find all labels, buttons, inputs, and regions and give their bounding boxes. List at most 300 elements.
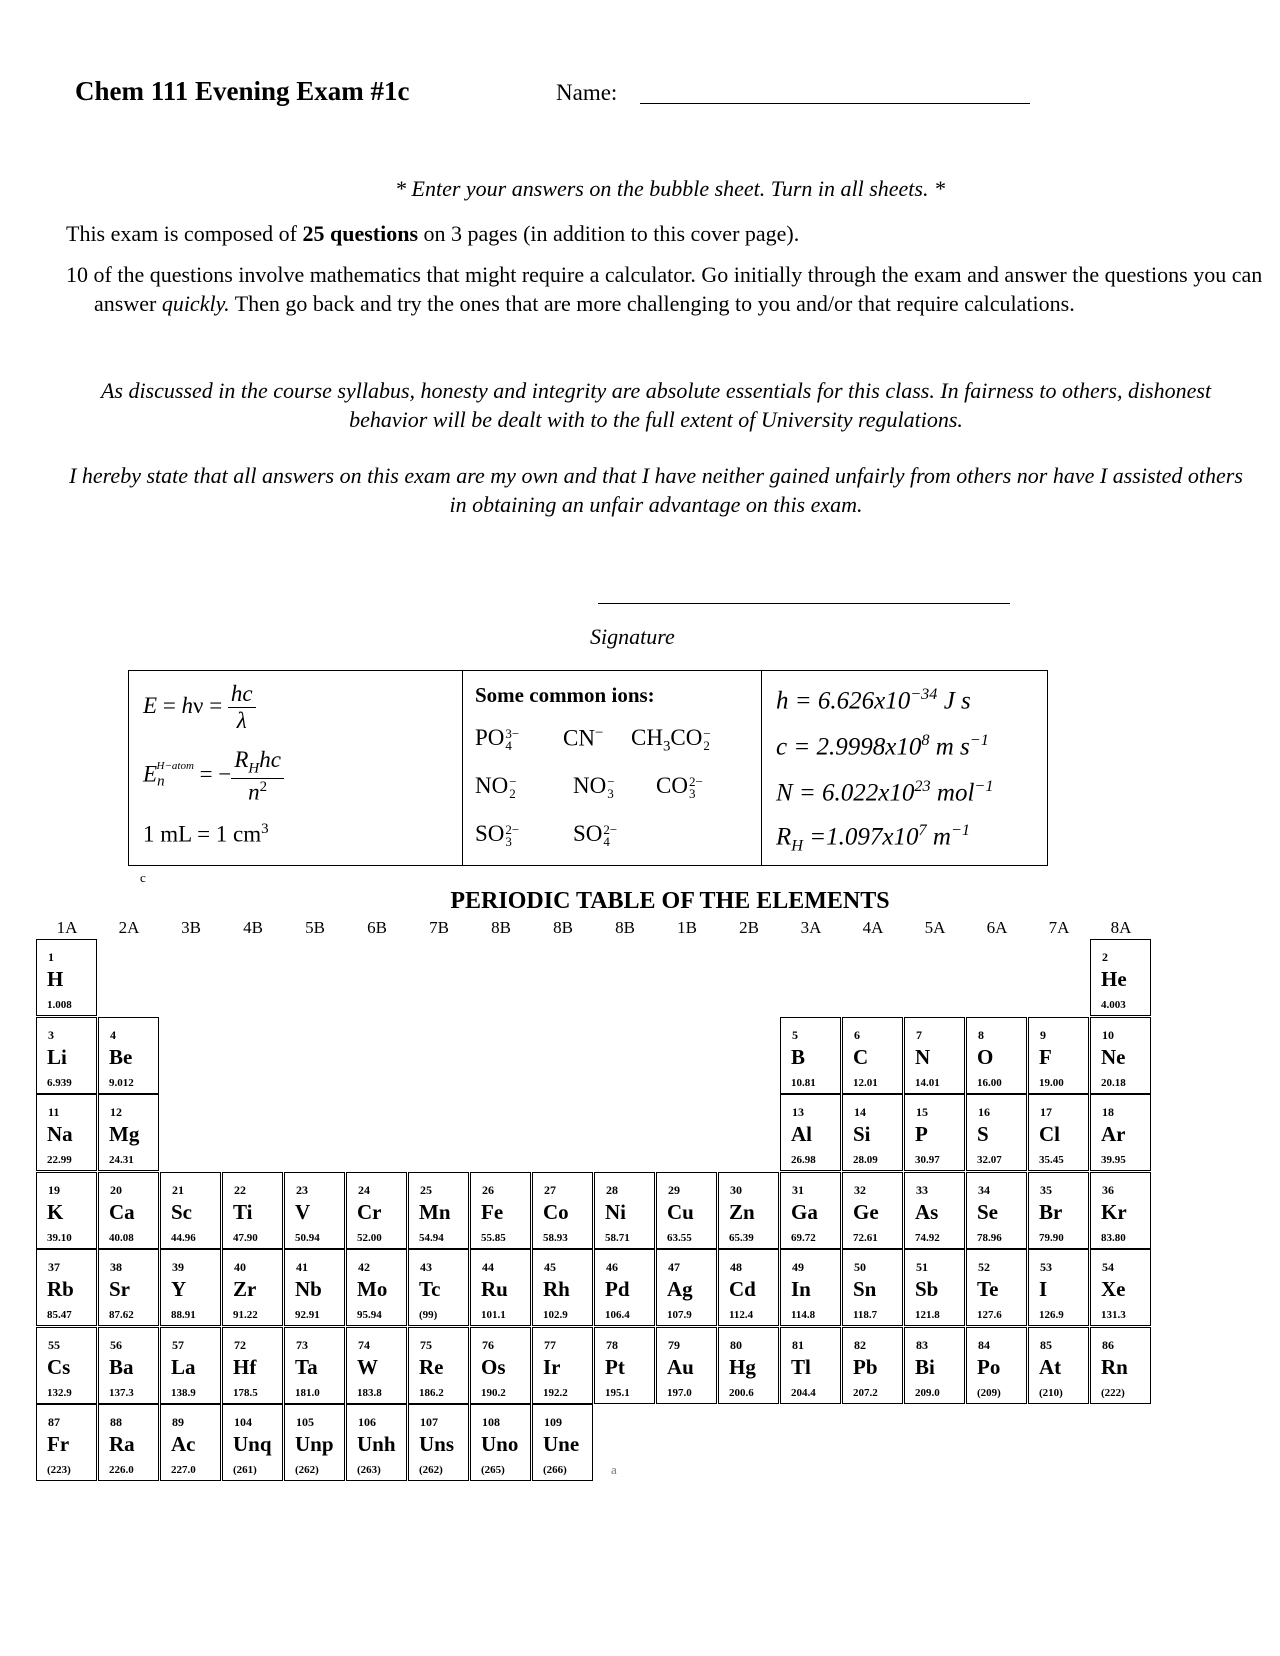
signature-line (598, 603, 1010, 604)
element-symbol: Re (419, 1354, 444, 1379)
element-symbol: Xe (1101, 1277, 1126, 1301)
atomic-number: 77 (544, 1337, 556, 1352)
element-cell (284, 1404, 345, 1481)
atomic-number: 50 (854, 1260, 866, 1274)
group-label: 5A (924, 918, 946, 937)
atomic-mass: 91.22 (233, 1309, 258, 1321)
name-blank-line (640, 103, 1030, 104)
element-cell (718, 1327, 779, 1404)
element-cell (1028, 1172, 1089, 1249)
element-cell (842, 1094, 903, 1171)
element-cell (346, 1172, 407, 1249)
atomic-number: 5 (792, 1027, 798, 1042)
atomic-mass: 192.2 (543, 1386, 568, 1399)
speed-of-light: $c = 2.9998x10^8$ m $s^{-1}$ (776, 731, 989, 761)
composition-paragraph: This exam is composed of 25 questions on 3 pages (in addition to this cover page). (66, 221, 800, 246)
atomic-number: 14 (854, 1105, 866, 1119)
volume-equivalence: 1 mL = 1 $cm^3$ (143, 821, 269, 847)
sulfite-ion: SO 2− 3 (475, 821, 520, 849)
element-symbol: Une (543, 1432, 580, 1456)
atomic-number: 45 (544, 1260, 556, 1274)
atomic-mass: 78.96 (977, 1231, 1002, 1244)
element-cell (904, 1249, 965, 1326)
atomic-number: 31 (792, 1182, 804, 1197)
atomic-number: 43 (420, 1260, 432, 1274)
element-symbol: Sn (853, 1277, 877, 1301)
element-symbol: Cl (1039, 1122, 1060, 1146)
element-symbol: Rh (543, 1277, 570, 1301)
atomic-mass: 106.4 (605, 1309, 630, 1321)
element-symbol: Uns (419, 1432, 455, 1456)
atomic-mass: 127.6 (977, 1309, 1002, 1321)
atomic-number: 23 (296, 1182, 308, 1197)
group-label: 1B (677, 918, 697, 937)
element-cell (36, 939, 97, 1016)
element-cell (346, 1404, 407, 1481)
element-symbol: Al (791, 1122, 812, 1146)
atomic-mass: 39.95 (1101, 1154, 1126, 1166)
element-cell (718, 1249, 779, 1326)
element-symbol: Nb (295, 1277, 322, 1301)
atomic-mass: 183.8 (357, 1386, 382, 1399)
element-cell (656, 1172, 717, 1249)
ions-heading: Some common ions: (475, 683, 655, 707)
group-label: 4B (243, 918, 263, 937)
element-cell (904, 1017, 965, 1094)
element-cell (842, 1327, 903, 1404)
element-symbol: Rb (47, 1277, 74, 1301)
atomic-mass: 114.8 (791, 1309, 816, 1321)
atomic-number: 72 (234, 1337, 246, 1352)
atomic-mass: 101.1 (481, 1309, 506, 1321)
atomic-mass: 200.6 (729, 1386, 754, 1399)
group-label: 6B (367, 918, 387, 937)
element-symbol: Co (543, 1199, 569, 1224)
atomic-mass: (99) (419, 1309, 438, 1321)
atomic-mass: 107.9 (667, 1309, 692, 1321)
a-mark: a (611, 1462, 617, 1477)
atomic-mass: 22.99 (47, 1154, 72, 1166)
atomic-number: 15 (916, 1105, 928, 1119)
element-symbol: Po (977, 1354, 1001, 1379)
element-cell (98, 1017, 159, 1094)
atomic-number: 13 (792, 1105, 804, 1119)
element-cell (1028, 1249, 1089, 1326)
element-symbol: Cr (357, 1199, 382, 1224)
atomic-mass: (261) (233, 1464, 257, 1476)
element-cell (160, 1327, 221, 1404)
atomic-number: 11 (48, 1105, 60, 1119)
atomic-number: 54 (1102, 1260, 1114, 1274)
atomic-number: 46 (606, 1260, 618, 1274)
element-symbol: Cu (667, 1199, 694, 1224)
atomic-mass: 52.00 (357, 1231, 382, 1244)
element-cell (98, 1327, 159, 1404)
element-symbol: H (47, 967, 64, 991)
element-cell (780, 1249, 841, 1326)
atomic-number: 41 (296, 1260, 308, 1274)
atomic-number: 10 (1102, 1027, 1114, 1042)
atomic-mass: 19.00 (1039, 1076, 1064, 1089)
element-cell (98, 1172, 159, 1249)
atomic-mass: (263) (357, 1464, 381, 1476)
cyanide-ion: CN− (563, 725, 604, 751)
rydberg-constant: $R_H =1.097x10^7$ $m^{-1}$ (776, 821, 971, 855)
group-label: 3B (181, 918, 201, 937)
element-cell (284, 1172, 345, 1249)
atomic-number: 12 (110, 1105, 122, 1119)
atomic-mass: 30.97 (915, 1154, 940, 1166)
element-cell (1090, 1094, 1151, 1171)
atomic-mass: 207.2 (853, 1386, 878, 1399)
exam-title: Chem 111 Evening Exam #1c (75, 76, 410, 106)
element-symbol: Mn (419, 1199, 451, 1224)
element-symbol: Rn (1101, 1354, 1128, 1379)
atomic-mass: 204.4 (791, 1386, 816, 1399)
element-symbol: Uno (481, 1432, 519, 1456)
atomic-number: 81 (792, 1337, 804, 1352)
element-symbol: Ni (605, 1199, 626, 1224)
element-symbol: Cd (729, 1277, 756, 1301)
atomic-mass: 44.96 (171, 1231, 196, 1244)
atomic-number: 104 (234, 1415, 252, 1429)
element-symbol: Br (1039, 1199, 1063, 1224)
element-symbol: In (791, 1277, 811, 1301)
element-symbol: As (915, 1199, 939, 1224)
element-cell (284, 1327, 345, 1404)
element-cell (222, 1249, 283, 1326)
atomic-mass: 178.5 (233, 1386, 258, 1399)
atomic-mass: (262) (295, 1464, 319, 1476)
group-label: 3A (800, 918, 822, 937)
atomic-mass: 32.07 (977, 1154, 1002, 1166)
atomic-mass: 138.9 (171, 1386, 196, 1399)
atomic-mass: 14.01 (915, 1076, 940, 1089)
element-cell (780, 1327, 841, 1404)
element-symbol: Ru (481, 1277, 508, 1301)
avogadro-number: $N = 6.022x10^{23}$ mol$^{-1}$ (776, 777, 994, 807)
element-symbol: Tl (791, 1354, 811, 1379)
element-symbol: B (791, 1044, 806, 1069)
element-symbol: W (357, 1354, 378, 1379)
atomic-mass: 95.94 (357, 1309, 382, 1321)
element-cell (594, 1249, 655, 1326)
atomic-mass: 58.71 (605, 1231, 630, 1244)
periodic-table-title: PERIODIC TABLE OF THE ELEMENTS (450, 888, 890, 914)
element-symbol: Pd (605, 1277, 630, 1301)
element-cell (160, 1172, 221, 1249)
group-label: 8B (491, 918, 511, 937)
atomic-number: 30 (730, 1182, 742, 1197)
carbonate-ion: CO 2− 3 (656, 773, 703, 801)
element-cell (780, 1017, 841, 1094)
element-cell (470, 1172, 531, 1249)
atomic-mass: 85.47 (47, 1309, 72, 1321)
element-cell (842, 1017, 903, 1094)
element-cell (532, 1172, 593, 1249)
atomic-number: 40 (234, 1260, 246, 1274)
element-cell (408, 1327, 469, 1404)
group-label: 4A (862, 918, 884, 937)
atomic-number: 32 (854, 1182, 866, 1197)
element-symbol: F (1039, 1044, 1052, 1069)
atomic-mass: 24.31 (109, 1154, 134, 1166)
element-cell (594, 1172, 655, 1249)
element-cell (408, 1249, 469, 1326)
element-symbol: He (1101, 967, 1127, 991)
atomic-number: 89 (172, 1415, 184, 1429)
planck-constant: $h = 6.626x10^{-34}$ J s (776, 685, 971, 715)
element-cell (594, 1327, 655, 1404)
atomic-mass: 126.9 (1039, 1309, 1064, 1321)
atomic-mass: 102.9 (543, 1309, 568, 1321)
atomic-number: 76 (482, 1337, 494, 1352)
element-cell (904, 1172, 965, 1249)
element-cell (160, 1249, 221, 1326)
element-cell (842, 1172, 903, 1249)
atomic-number: 8 (978, 1027, 984, 1042)
atomic-mass: (209) (977, 1386, 1001, 1399)
atomic-number: 25 (420, 1182, 432, 1197)
atomic-number: 109 (544, 1415, 562, 1429)
atomic-mass: 54.94 (419, 1231, 444, 1244)
element-symbol: Ir (543, 1354, 561, 1379)
atomic-mass: 40.08 (109, 1231, 134, 1244)
element-symbol: K (47, 1199, 64, 1224)
atomic-mass: 121.8 (915, 1309, 940, 1321)
element-symbol: Ge (853, 1199, 879, 1224)
atomic-mass: 26.98 (791, 1154, 816, 1166)
element-symbol: Zn (729, 1199, 755, 1224)
element-symbol: V (295, 1199, 311, 1224)
element-cell (1028, 1094, 1089, 1171)
element-symbol: O (977, 1044, 994, 1069)
element-cell (1090, 1172, 1151, 1249)
element-symbol: C (853, 1044, 869, 1069)
atomic-mass: 195.1 (605, 1386, 630, 1399)
element-symbol: Hf (233, 1354, 257, 1379)
hydrogen-energy-equation: $E_n^{H-atom}$ = − $R_Hhc$ $n^2$ (143, 747, 284, 805)
atomic-number: 56 (110, 1337, 122, 1352)
atomic-number: 86 (1102, 1337, 1114, 1352)
element-cell (98, 1404, 159, 1481)
element-symbol: Unq (233, 1432, 272, 1456)
element-symbol: Na (47, 1122, 73, 1146)
atomic-number: 78 (606, 1337, 618, 1352)
atomic-number: 38 (110, 1260, 122, 1274)
atomic-mass: 20.18 (1101, 1076, 1126, 1089)
atomic-number: 3 (48, 1027, 54, 1042)
element-symbol: Li (47, 1044, 67, 1069)
element-cell (470, 1327, 531, 1404)
element-cell (36, 1017, 97, 1094)
element-cell (222, 1404, 283, 1481)
nitrate-ion: NO − 3 (573, 773, 615, 801)
atomic-number: 22 (234, 1182, 246, 1197)
atomic-mass: 63.55 (667, 1231, 692, 1244)
element-cell (904, 1327, 965, 1404)
atomic-number: 48 (730, 1260, 742, 1274)
atomic-mass: 58.93 (543, 1231, 568, 1244)
atomic-mass: 28.09 (853, 1154, 878, 1166)
element-symbol: Ne (1101, 1044, 1126, 1069)
bubble-sheet-notice: * Enter your answers on the bubble sheet. Turn in all sheets. * (395, 176, 945, 201)
honesty-paragraph: As discussed in the course syllabus, honesty and integrity are absolute essentials for this class. In fairness to others, dishonest behavior will be dealt with to the full extent of University regulations. (100, 378, 1212, 432)
group-label: 5B (305, 918, 325, 937)
constants-box (128, 670, 1048, 866)
element-symbol: Ca (109, 1199, 135, 1224)
element-cell (408, 1404, 469, 1481)
element-symbol: Pb (853, 1354, 878, 1379)
group-label: 7B (429, 918, 449, 937)
calculator-paragraph: 10 of the questions involve mathematics that might require a calculator. Go initially through the exam and answer the questions you can answer quickly. Then go back and try the ones that are more challenging to you and/or that require calculations. (66, 262, 1263, 316)
atomic-mass: (266) (543, 1464, 567, 1476)
atomic-number: 1 (48, 950, 54, 964)
element-cell (222, 1327, 283, 1404)
atomic-number: 20 (110, 1182, 122, 1197)
atomic-number: 26 (482, 1182, 494, 1197)
atomic-mass: (210) (1039, 1386, 1063, 1399)
atomic-mass: (223) (47, 1464, 71, 1476)
atomic-number: 35 (1040, 1182, 1052, 1197)
element-symbol: Mg (109, 1122, 140, 1146)
atomic-number: 73 (296, 1337, 308, 1352)
element-cell (98, 1249, 159, 1326)
element-symbol: Be (109, 1044, 133, 1069)
atomic-mass: 39.10 (47, 1231, 72, 1244)
equations-column (129, 671, 463, 865)
ions-column (463, 671, 762, 865)
element-symbol: Os (481, 1354, 506, 1379)
element-cell (656, 1327, 717, 1404)
atomic-number: 79 (668, 1337, 680, 1352)
atomic-number: 7 (916, 1027, 922, 1042)
planck-equation: E = hν = $\frac{hc}{\lambda}$ (143, 681, 256, 734)
atomic-mass: 227.0 (171, 1464, 196, 1476)
element-cell (780, 1172, 841, 1249)
element-symbol: Sb (915, 1277, 939, 1301)
element-symbol: I (1039, 1277, 1048, 1301)
atomic-mass: 4.003 (1101, 999, 1126, 1011)
atomic-mass: 131.3 (1101, 1309, 1126, 1321)
atomic-number: 19 (48, 1182, 60, 1197)
element-cell (966, 1172, 1027, 1249)
atomic-mass: 55.85 (481, 1231, 506, 1244)
element-symbol: Au (667, 1354, 694, 1379)
element-cell (718, 1172, 779, 1249)
element-cell (36, 1327, 97, 1404)
element-symbol: Ti (233, 1199, 253, 1224)
element-cell (36, 1249, 97, 1326)
atomic-number: 36 (1102, 1182, 1114, 1197)
group-label: 8B (553, 918, 573, 937)
phosphate-ion: PO 3− 4 (475, 725, 520, 753)
atomic-mass: 47.90 (233, 1231, 258, 1244)
element-cell (966, 1094, 1027, 1171)
element-symbol: Ar (1101, 1122, 1126, 1146)
atomic-mass: 50.94 (295, 1231, 320, 1244)
atomic-number: 74 (358, 1337, 370, 1352)
atomic-number: 37 (48, 1260, 60, 1274)
atomic-number: 85 (1040, 1337, 1052, 1352)
atomic-number: 84 (978, 1337, 990, 1352)
element-cell (408, 1172, 469, 1249)
atomic-number: 33 (916, 1182, 928, 1197)
atomic-mass: (222) (1101, 1386, 1125, 1399)
atomic-number: 29 (668, 1182, 680, 1197)
atomic-mass: 12.01 (853, 1076, 878, 1089)
atomic-mass: 1.008 (47, 999, 72, 1011)
atomic-mass: 190.2 (481, 1386, 506, 1399)
element-cell (284, 1249, 345, 1326)
element-cell (222, 1172, 283, 1249)
element-symbol: Sr (109, 1277, 130, 1301)
element-symbol: Hg (729, 1354, 756, 1379)
element-cell (656, 1249, 717, 1326)
element-symbol: Ta (295, 1354, 318, 1379)
atomic-mass: 74.92 (915, 1231, 940, 1244)
element-symbol: Te (977, 1277, 999, 1301)
atomic-number: 16 (978, 1105, 990, 1119)
element-cell (470, 1249, 531, 1326)
element-cell (1090, 1017, 1151, 1094)
atomic-mass: 79.90 (1039, 1231, 1064, 1244)
element-symbol: Ba (109, 1354, 134, 1379)
element-symbol: Tc (419, 1277, 441, 1301)
group-label: 1A (56, 918, 78, 937)
atomic-number: 87 (48, 1415, 60, 1429)
element-symbol: Sc (171, 1199, 192, 1224)
atomic-mass: 209.0 (915, 1386, 940, 1399)
sulfate-ion: SO 2− 4 (573, 821, 618, 849)
group-label: 7A (1048, 918, 1070, 937)
element-symbol: Se (977, 1199, 998, 1224)
atomic-number: 2 (1102, 950, 1108, 964)
atomic-number: 9 (1040, 1027, 1046, 1042)
pledge-paragraph: I hereby state that all answers on this exam are my own and that I have neither gained unfairly from others nor have I assisted others in obtaining an unfair advantage on this exam. (69, 463, 1243, 517)
element-symbol: Ga (791, 1199, 818, 1224)
atomic-mass: 186.2 (419, 1386, 444, 1399)
group-label: 8A (1110, 918, 1132, 937)
element-symbol: N (915, 1044, 931, 1069)
atomic-number: 88 (110, 1415, 122, 1429)
atomic-mass: 83.80 (1101, 1231, 1126, 1244)
element-cell (1090, 1327, 1151, 1404)
element-cell (1090, 1249, 1151, 1326)
atomic-number: 6 (854, 1027, 860, 1042)
element-cell (160, 1404, 221, 1481)
element-symbol: La (171, 1354, 196, 1379)
atomic-number: 52 (978, 1260, 990, 1274)
element-cell (36, 1172, 97, 1249)
element-cell (966, 1249, 1027, 1326)
atomic-number: 44 (482, 1260, 494, 1274)
element-symbol: Kr (1101, 1199, 1127, 1224)
element-symbol: Unh (357, 1432, 396, 1456)
element-cell (1028, 1017, 1089, 1094)
element-symbol: Ag (667, 1277, 693, 1301)
atomic-mass: 87.62 (109, 1309, 134, 1321)
atomic-number: 80 (730, 1337, 742, 1352)
element-symbol: Fr (47, 1432, 70, 1456)
element-cell (346, 1249, 407, 1326)
element-cell (966, 1017, 1027, 1094)
atomic-mass: 88.91 (171, 1309, 196, 1321)
element-symbol: Zr (233, 1277, 257, 1301)
element-cell (470, 1404, 531, 1481)
atomic-mass: 132.9 (47, 1386, 72, 1399)
atomic-number: 82 (854, 1337, 866, 1352)
